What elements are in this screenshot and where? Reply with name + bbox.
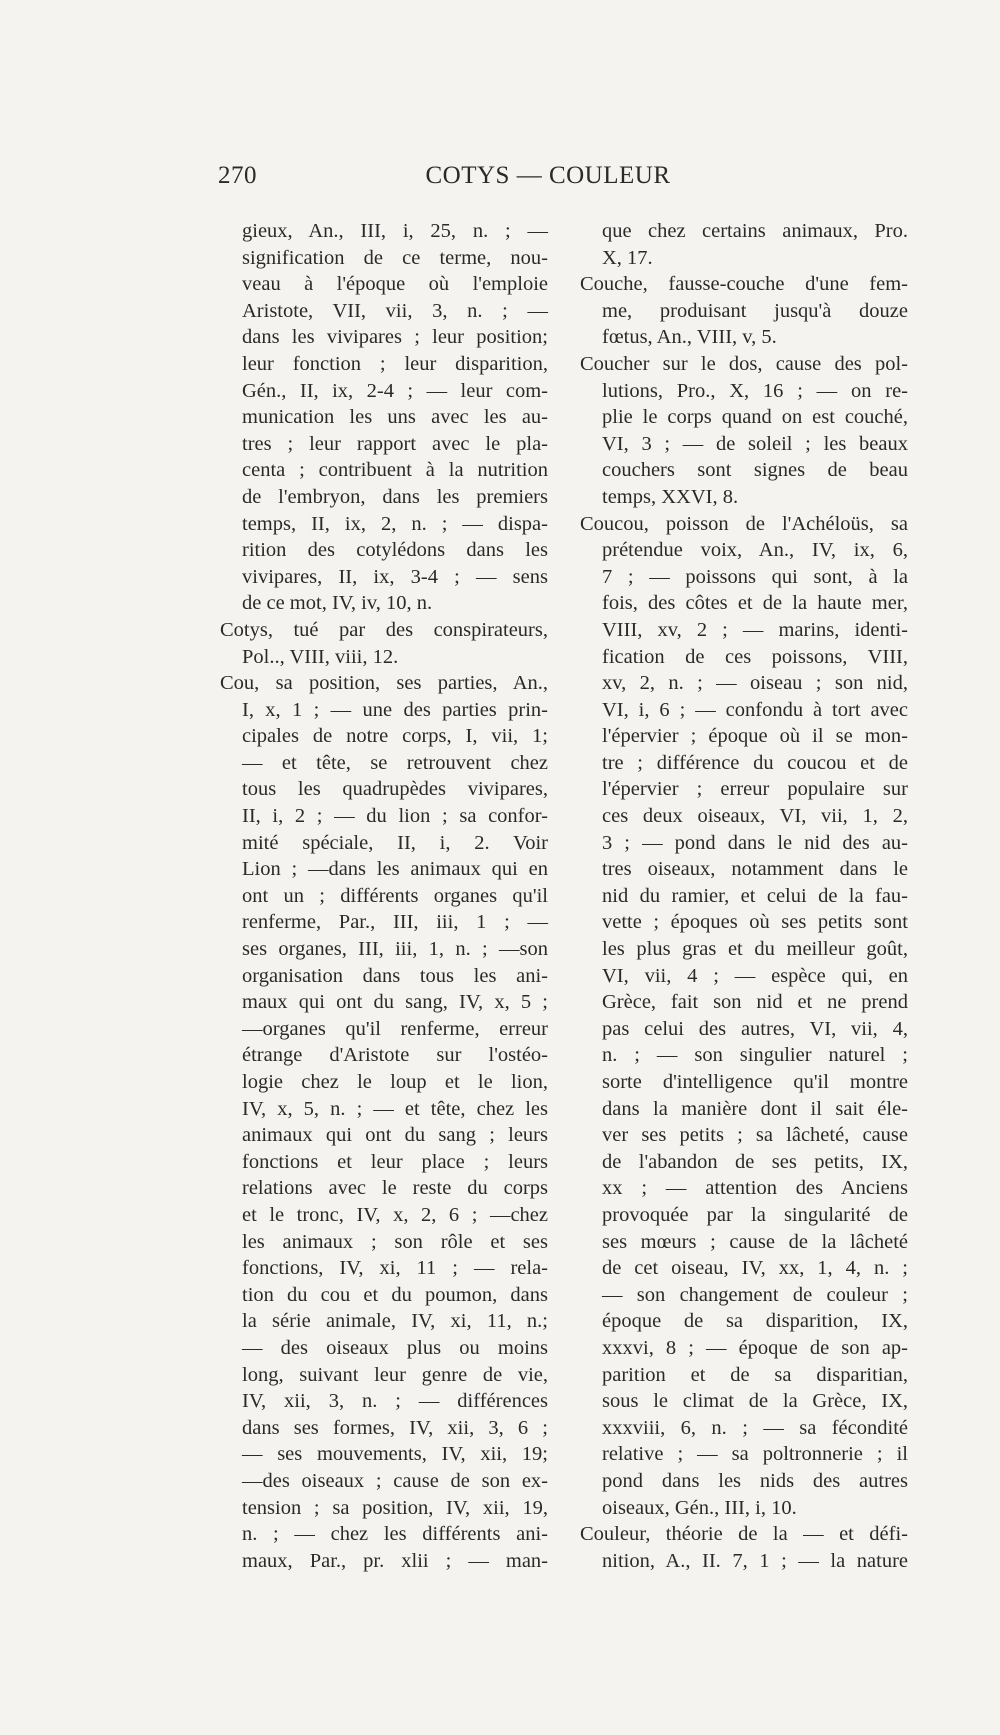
index-line: l'épervier ; époque où il se mon- — [602, 725, 908, 748]
index-line: pond dans les nids des autres — [602, 1469, 908, 1492]
index-line: fication de ces poissons, VIII, — [602, 645, 908, 668]
index-line: prétendue voix, An., IV, ix, 6, — [602, 539, 908, 562]
index-line: xx ; — attention des Anciens — [602, 1177, 908, 1200]
index-line: de cet oiseau, IV, xx, 1, 4, n. ; — [602, 1257, 908, 1280]
index-line: leur fonction ; leur disparition, — [242, 352, 548, 375]
index-line: sorte d'intelligence qu'il montre — [602, 1071, 908, 1093]
index-line: ses mœurs ; cause de la lâcheté — [602, 1230, 908, 1253]
index-line: renferme, Par., III, iii, 1 ; — — [242, 911, 548, 934]
index-line: tous les quadrupèdes vivipares, — [242, 778, 548, 801]
page-number: 270 — [218, 162, 257, 189]
index-entry-head-line: Coucou, poisson de l'Achéloüs, sa — [580, 512, 908, 535]
index-line: VI, i, 6 ; — confondu à tort avec — [602, 698, 908, 721]
index-line: — son changement de couleur ; — [602, 1283, 908, 1306]
index-line: et le tronc, IV, x, 2, 6 ; —chez — [242, 1203, 548, 1226]
index-line: n. ; — chez les différents ani- — [242, 1523, 548, 1546]
index-line: I, x, 1 ; — une des parties prin- — [242, 698, 548, 721]
index-line: provoquée par la singularité de — [602, 1203, 908, 1226]
index-line: cipales de notre corps, I, vii, 1; — [242, 725, 548, 748]
index-line: Aristote, VII, vii, 3, n. ; — — [242, 299, 548, 322]
index-line: tension ; sa position, IV, xii, 19, — [242, 1496, 548, 1519]
index-line: sous le climat de la Grèce, IX, — [602, 1390, 908, 1413]
index-line: oiseaux, Gén., III, i, 10. — [602, 1496, 797, 1519]
index-line: relative ; — sa poltronnerie ; il — [602, 1443, 908, 1466]
index-line: mité spéciale, II, i, 2. Voir — [242, 831, 548, 854]
index-line: — des oiseaux plus ou moins — [242, 1336, 548, 1359]
index-line: parition et de sa disparitian, — [602, 1363, 908, 1386]
index-line: de l'abandon de ses petits, IX, — [602, 1150, 908, 1173]
index-line: fonctions et leur place ; leurs — [242, 1150, 548, 1173]
index-line: VI, vii, 4 ; — espèce qui, en — [602, 964, 908, 987]
running-title: COTYS — COULEUR — [425, 162, 671, 189]
index-line: signification de ce terme, nou- — [242, 246, 548, 269]
index-line: temps, II, ix, 2, n. ; — dispa- — [242, 512, 548, 535]
index-line: xv, 2, n. ; — oiseau ; son nid, — [602, 672, 908, 695]
index-line: IV, xii, 3, n. ; — différences — [242, 1390, 548, 1413]
index-line: VI, 3 ; — de soleil ; les beaux — [602, 432, 908, 455]
index-line: — et tête, se retrouvent chez — [242, 751, 548, 774]
index-line: l'épervier ; erreur populaire sur — [602, 778, 908, 801]
index-column-right — [580, 218, 908, 1574]
index-line: fonctions, IV, xi, 11 ; — rela- — [242, 1257, 548, 1280]
index-entry-head-line: Couche, fausse-couche d'une fem- — [580, 273, 908, 296]
index-line: étrange d'Aristote sur l'ostéo- — [242, 1044, 548, 1067]
index-line: de ce mot, IV, iv, 10, n. — [242, 592, 433, 615]
index-line: X, 17. — [602, 246, 653, 269]
index-entry-head-line: Cotys, tué par des conspirateurs, — [220, 618, 548, 641]
index-line: tion du cou et du poumon, dans — [242, 1283, 548, 1306]
index-line: que chez certains animaux, Pro. — [602, 220, 908, 242]
index-line: II, i, 2 ; — du lion ; sa confor- — [242, 805, 548, 828]
index-line: les plus gras et du meilleur goût, — [602, 938, 908, 961]
index-line: Grèce, fait son nid et ne prend — [602, 991, 908, 1014]
index-line: dans ses formes, IV, xii, 3, 6 ; — [242, 1416, 548, 1439]
index-line: centa ; contribuent à la nutrition — [242, 459, 548, 482]
index-line: veau à l'époque où l'emploie — [242, 273, 548, 296]
index-entry-head-line: Cou, sa position, ses parties, An., — [220, 672, 548, 695]
index-line: fœtus, An., VIII, v, 5. — [602, 326, 777, 349]
index-line: xxxvi, 8 ; — époque de son ap- — [602, 1336, 908, 1359]
index-line: ont un ; différents organes qu'il — [242, 884, 548, 907]
index-line: tres oiseaux, notamment dans le — [602, 858, 908, 881]
index-line: logie chez le loup et le lion, — [242, 1071, 548, 1093]
index-line: rition des cotylédons dans les — [242, 539, 548, 562]
index-line: pas celui des autres, VI, vii, 4, — [602, 1017, 908, 1040]
index-line: la série animale, IV, xi, 11, n.; — [242, 1310, 548, 1333]
index-line: —organes qu'il renferme, erreur — [242, 1017, 548, 1040]
index-entry-head-line: Coucher sur le dos, cause des pol- — [580, 352, 908, 375]
index-line: vivipares, II, ix, 3-4 ; — sens — [242, 565, 548, 588]
index-line: maux, Par., pr. xlii ; — man- — [242, 1549, 548, 1572]
index-line: vette ; époques où ses petits sont — [602, 911, 908, 934]
index-line: de l'embryon, dans les premiers — [242, 485, 548, 508]
index-line: Lion ; —dans les animaux qui en — [242, 858, 548, 881]
index-line: organisation dans tous les ani- — [242, 964, 548, 987]
index-line: 3 ; — pond dans le nid des au- — [602, 831, 908, 854]
index-line: gieux, An., III, i, 25, n. ; — — [242, 220, 548, 242]
index-line: me, produisant jusqu'à douze — [602, 299, 908, 322]
index-line: tre ; différence du coucou et de — [602, 751, 908, 774]
index-line: nid du ramier, et celui de la fau- — [602, 884, 908, 907]
index-line: plie le corps quand on est couché, — [602, 406, 908, 429]
index-line: tres ; leur rapport avec le pla- — [242, 432, 548, 455]
index-line: Pol.., VIII, viii, 12. — [242, 645, 399, 668]
index-entry-head-line: Couleur, théorie de la — et défi- — [580, 1523, 908, 1546]
index-line: dans les vivipares ; leur position; — [242, 326, 548, 349]
index-line: munication les uns avec les au- — [242, 406, 548, 429]
index-line: VIII, xv, 2 ; — marins, identi- — [602, 618, 908, 641]
index-line: époque de sa disparition, IX, — [602, 1310, 908, 1333]
index-column-left — [220, 218, 548, 1574]
index-line: — ses mouvements, IV, xii, 19; — [242, 1443, 548, 1466]
index-line: temps, XXVI, 8. — [602, 485, 739, 508]
index-line: maux qui ont du sang, IV, x, 5 ; — [242, 991, 548, 1014]
index-line: les animaux ; son rôle et ses — [242, 1230, 548, 1253]
index-line: nition, A., II. 7, 1 ; — la nature — [602, 1549, 908, 1572]
running-head — [218, 162, 878, 202]
index-line: fois, des côtes et de la haute mer, — [602, 592, 908, 615]
index-line: ces deux oiseaux, VI, vii, 1, 2, — [602, 805, 908, 828]
index-line: ses organes, III, iii, 1, n. ; —son — [242, 938, 548, 961]
index-line: dans la manière dont il sait éle- — [602, 1097, 908, 1120]
index-line: —des oiseaux ; cause de son ex- — [242, 1469, 548, 1492]
index-line: couchers sont signes de beau — [602, 459, 908, 482]
index-line: animaux qui ont du sang ; leurs — [242, 1124, 548, 1147]
index-line: xxxviii, 6, n. ; — sa fécondité — [602, 1416, 908, 1439]
index-line: Gén., II, ix, 2-4 ; — leur com- — [242, 379, 548, 402]
index-line: ver ses petits ; sa lâcheté, cause — [602, 1124, 908, 1147]
index-line: IV, x, 5, n. ; — et tête, chez les — [242, 1097, 548, 1120]
index-line: n. ; — son singulier naturel ; — [602, 1044, 908, 1067]
index-line: 7 ; — poissons qui sont, à la — [602, 565, 908, 588]
index-line: long, suivant leur genre de vie, — [242, 1363, 548, 1386]
index-line: lutions, Pro., X, 16 ; — on re- — [602, 379, 908, 402]
index-line: relations avec le reste du corps — [242, 1177, 548, 1200]
